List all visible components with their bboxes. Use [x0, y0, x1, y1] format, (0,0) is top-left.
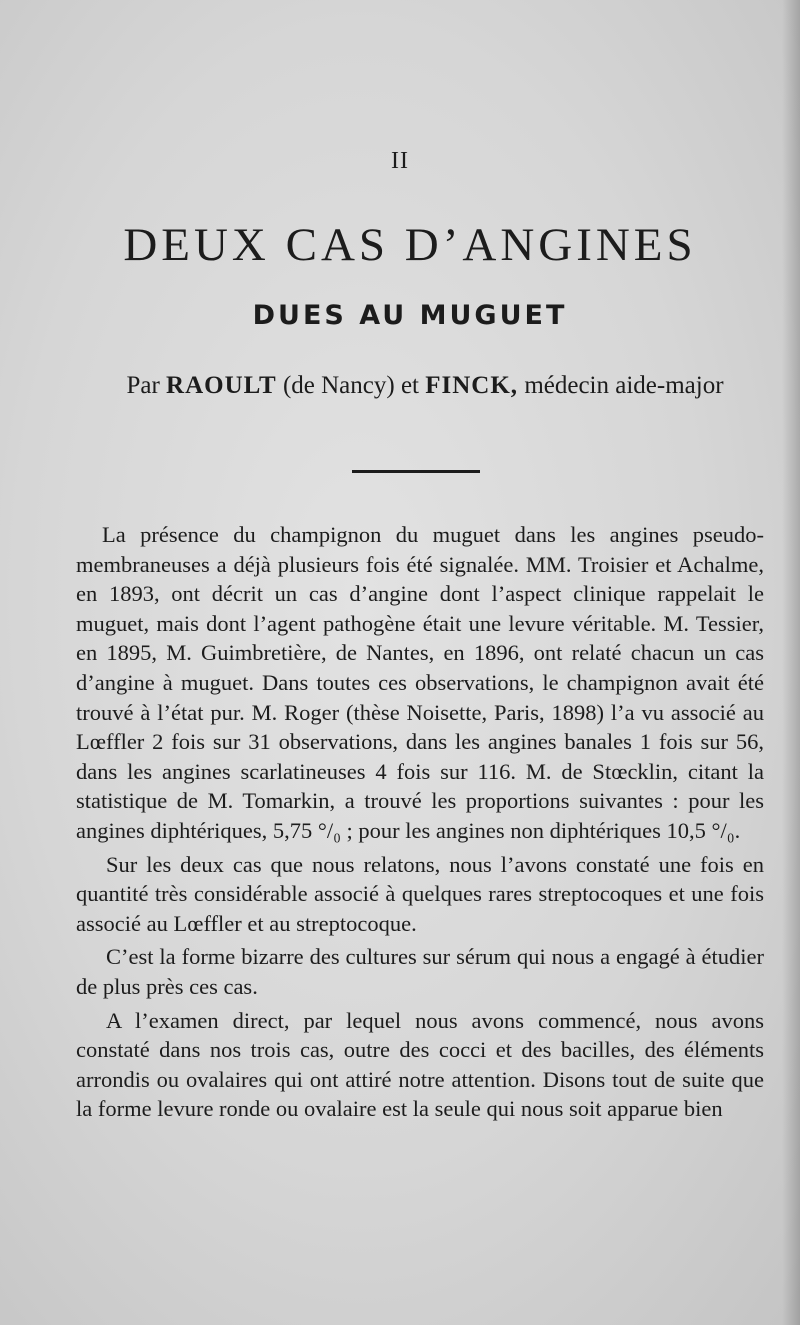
section-divider [352, 470, 480, 473]
author-raoult-affiliation: (de Nancy) et [282, 372, 419, 399]
article-body [76, 520, 764, 1128]
author-raoult: RAOULT [166, 372, 277, 399]
author-finck-title: médecin aide-major [524, 372, 724, 399]
page-edge-shadow [782, 0, 800, 1325]
article-subtitle: DUES AU MUGUET [252, 300, 568, 331]
byline-prefix: Par [126, 372, 160, 399]
paragraph-2: Sur les deux cas que nous relatons, nous l’avons constaté une fois en quantité très considérable associé à quelques rares streptocoques et une fois associé au Lœffler et au streptocoque. [76, 851, 764, 936]
article-title: DEUX CAS D’ANGINES [123, 219, 697, 271]
paragraph-3: C’est la forme bizarre des cultures sur sérum qui nous a engagé à étudier de plus près ces cas. [76, 944, 764, 999]
paragraph-1: La présence du champignon du muguet dans les angines pseudo-membraneuses a déjà plusieurs fois été signalée. MM. Troisier et Achalme, en 1893, ont décrit un cas d’angine dont l’aspect clinique rappelait le muguet, mais dont l’agent pathogène était une levure véritable. M. Tessier, en 1895, M. Guimbretière, de Nantes, en 1896, ont relaté chacun un cas d’angine à muguet. Dans toutes ces observations, le champignon avait été trouvé à l’état pur. M. Roger (thèse Noisette, Paris, 1898) l’a vu associé au Lœffler 2 fois sur 31 observations, dans les angines banales 1 fois sur 56, dans les angines scarlatineuses 4 fois sur 116. M. de Stœcklin, citant la statistique de M. Tomarkin, a trouvé les proportions suivantes : pour les angines diphtériques, 5,75 °/₀ ; pour les angines non diphtériques 10,5 °/₀. [76, 522, 764, 843]
chapter-number: II [391, 148, 409, 174]
byline [95, 368, 755, 404]
author-finck: FINCK, [425, 372, 519, 399]
paragraph-4: A l’examen direct, par lequel nous avons commencé, nous avons constaté dans nos trois cas, outre des cocci et des bacilles, des éléments arrondis ou ovalaires qui ont attiré notre attention. Disons tout de suite que la forme levure ronde ou ovalaire est la seule qui nous soit apparue bien [76, 1007, 764, 1122]
